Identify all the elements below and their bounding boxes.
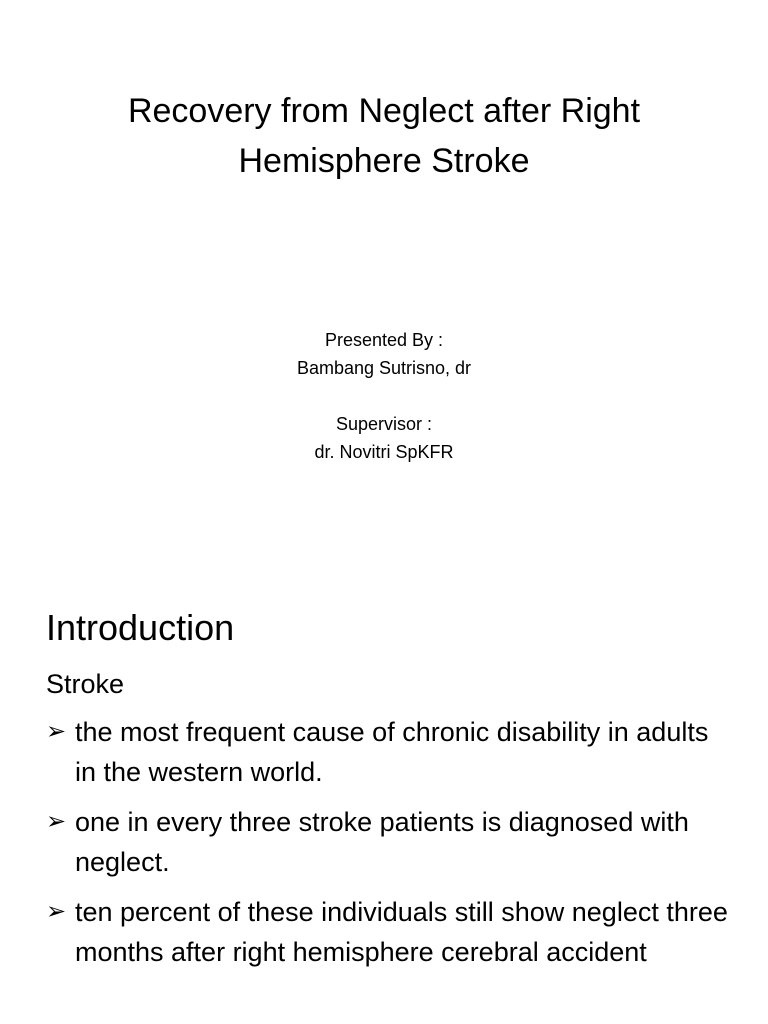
bullet-text: the most frequent cause of chronic disability in adults in the western world. [75, 717, 709, 787]
supervisor-name: dr. Novitri SpKFR [314, 442, 454, 462]
supervisor-label: Supervisor : [335, 414, 433, 434]
bullet-item [46, 802, 736, 882]
bullet-text: one in every three stroke patients is diagnosed with neglect. [75, 807, 689, 877]
slide-heading: Introduction [46, 607, 235, 648]
arrow-bullet-icon: ➢ [46, 718, 67, 745]
bullet-item [46, 892, 736, 972]
bullet-item [46, 712, 736, 792]
bullet-text: ten percent of these individuals still show neglect three months after right hemisphere cerebral accident [75, 897, 728, 967]
spacer [0, 382, 768, 410]
presented-by-label: Presented By : [324, 330, 444, 350]
bullet-list [46, 712, 736, 982]
presenter-name: Bambang Sutrisno, dr [296, 358, 472, 378]
slide-subheading: Stroke [46, 669, 125, 699]
arrow-bullet-icon: ➢ [46, 898, 67, 925]
credits-block [0, 326, 768, 466]
slide-title [40, 86, 728, 186]
arrow-bullet-icon: ➢ [46, 808, 67, 835]
title-line: Recovery from Neglect after Right [127, 92, 641, 130]
title-line: Hemisphere Stroke [238, 142, 530, 180]
